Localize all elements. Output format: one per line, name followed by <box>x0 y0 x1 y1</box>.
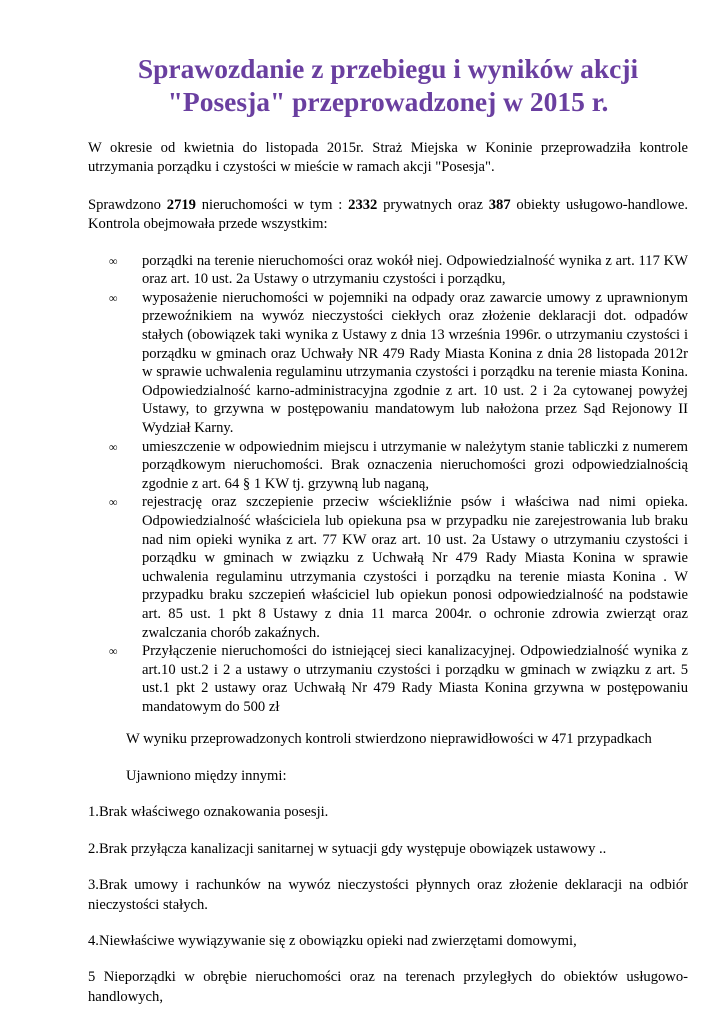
infinity-bullet-icon: ∞ <box>109 290 118 305</box>
stats-paragraph <box>88 196 688 235</box>
title-line-1: Sprawozdanie z przebiegu i wyników akcji <box>137 53 639 84</box>
document-page <box>88 52 688 1007</box>
finding-item: 3.Brak umowy i rachunków na wywóz nieczystości płynnych oraz złożenie deklaracji na odbiór nieczystości stałych. <box>88 877 688 913</box>
result-paragraph: W wyniku przeprowadzonych kontroli stwierdzono nieprawidłowości w 471 przypadkach <box>126 731 652 748</box>
stats-suffix: obiekty usługowo-handlowe. Kontrola obejmowała przede wszystkim: <box>88 196 689 233</box>
infinity-bullet-icon: ∞ <box>109 644 118 659</box>
stats-private: 2332 <box>348 196 378 213</box>
list-item-text: Przyłączenie nieruchomości do istniejącej sieci kanalizacyjnej. Odpowiedzialność wynika z art.10 ust.2 i 2 a ustawy o utrzymaniu czystości i porządku w gminach w związku z art. 5 ust.1 pkt 2 ustawy oraz Uchwałą Nr 479 Rady Miasta Konina grzywna w postępowaniu mandatowym do 500 zł <box>142 643 688 715</box>
scope-list <box>88 252 688 717</box>
stats-commercial: 387 <box>488 196 511 213</box>
list-item <box>88 252 688 289</box>
finding-item: 2.Brak przyłącza kanalizacji sanitarnej w sytuacji gdy występuje obowiązek ustawowy .. <box>88 840 607 857</box>
list-item <box>88 493 688 642</box>
infinity-bullet-icon: ∞ <box>109 253 118 268</box>
page-title <box>88 52 688 118</box>
list-item <box>88 642 688 716</box>
stats-total: 2719 <box>166 196 196 213</box>
list-item <box>88 289 688 438</box>
finding-item: 5 Nieporządki w obrębie nieruchomości oraz na terenach przyległych do obiektów usługowo-handlowych, <box>88 969 688 1005</box>
list-item <box>88 438 688 494</box>
stats-mid2: prywatnych oraz <box>377 196 489 213</box>
stats-prefix: Sprawdzono <box>88 196 167 213</box>
finding-item: 1.Brak właściwego oznakowania posesji. <box>88 804 329 821</box>
list-item-text: wyposażenie nieruchomości w pojemniki na odpady oraz zawarcie umowy z uprawnionym przewoźnikiem na wywóz nieczystości ciekłych oraz złożenie deklaracji dot. odpadów stałych (obowiązek taki wynika z Ustawy z dnia 13 września 1996r. o utrzymaniu czystości i porządku w gminach oraz Uchwały NR 479 Rady Miasta Konina z dnia 28 listopada 2012r w sprawie uchwalenia regulaminu utrzymania czystości i porządku na terenie miasta Konina. Odpowiedzialność karno-administracyjna zgodnie z art. 10 ust. 2 i 2a cytowanej powyżej Ustawy, to grzywna w postępowaniu mandatowym lub nałożona przez Sąd Rejonowy II Wydział Karny. <box>142 289 688 436</box>
intro-paragraph: W okresie od kwietnia do listopada 2015r. Straż Miejska w Koninie przeprowadziła kontrole utrzymania porządku i czystości w mieście w ramach akcji "Posesja". <box>88 140 688 176</box>
infinity-bullet-icon: ∞ <box>109 439 118 454</box>
list-item-text: umieszczenie w odpowiednim miejscu i utrzymanie w należytym stanie tabliczki z numerem porządkowym nieruchomości. Brak oznaczenia nieruchomości grozi odpowiedzialnością zgodnie z art. 64 § 1 KW tj. grzywną lub naganą, <box>142 438 688 492</box>
list-item-text: porządki na terenie nieruchomości oraz wokół niej. Odpowiedzialność wynika z art. 117 KW oraz art. 10 ust. 2a Ustawy o utrzymaniu czystości i porządku, <box>142 252 688 288</box>
findings-intro: Ujawniono między innymi: <box>126 767 287 784</box>
title-line-2: "Posesja" przeprowadzonej w 2015 r. <box>167 86 609 117</box>
infinity-bullet-icon: ∞ <box>109 495 118 510</box>
stats-mid1: nieruchomości w tym : <box>195 196 349 213</box>
finding-item: 4.Niewłaściwe wywiązywanie się z obowiązku opieki nad zwierzętami domowymi, <box>88 932 577 949</box>
list-item-text: rejestrację oraz szczepienie przeciw wściekliźnie psów i właściwa nad nimi opieka. Odpowiedzialność właściciela lub opiekuna psa w przypadku nie zarejestrowania lub braku nad nim opieki wynika z art. 77 KW oraz art. 10 ust. 2a Ustawy o utrzymaniu czystości i porządku w gminach w związku z Uchwałą Nr 479 Rady Miasta Konina w sprawie uchwalenia regulaminu utrzymania czystości i porządku na terenie miasta Konina . W przypadku braku szczepień właściciel lub opiekun ponosi odpowiedzialność na podstawie art. 85 ust. 1 pkt 8 Ustawy z dnia 11 marca 2004r. o ochronie zdrowia zwierząt oraz zwalczania chorób zakaźnych. <box>142 494 688 641</box>
